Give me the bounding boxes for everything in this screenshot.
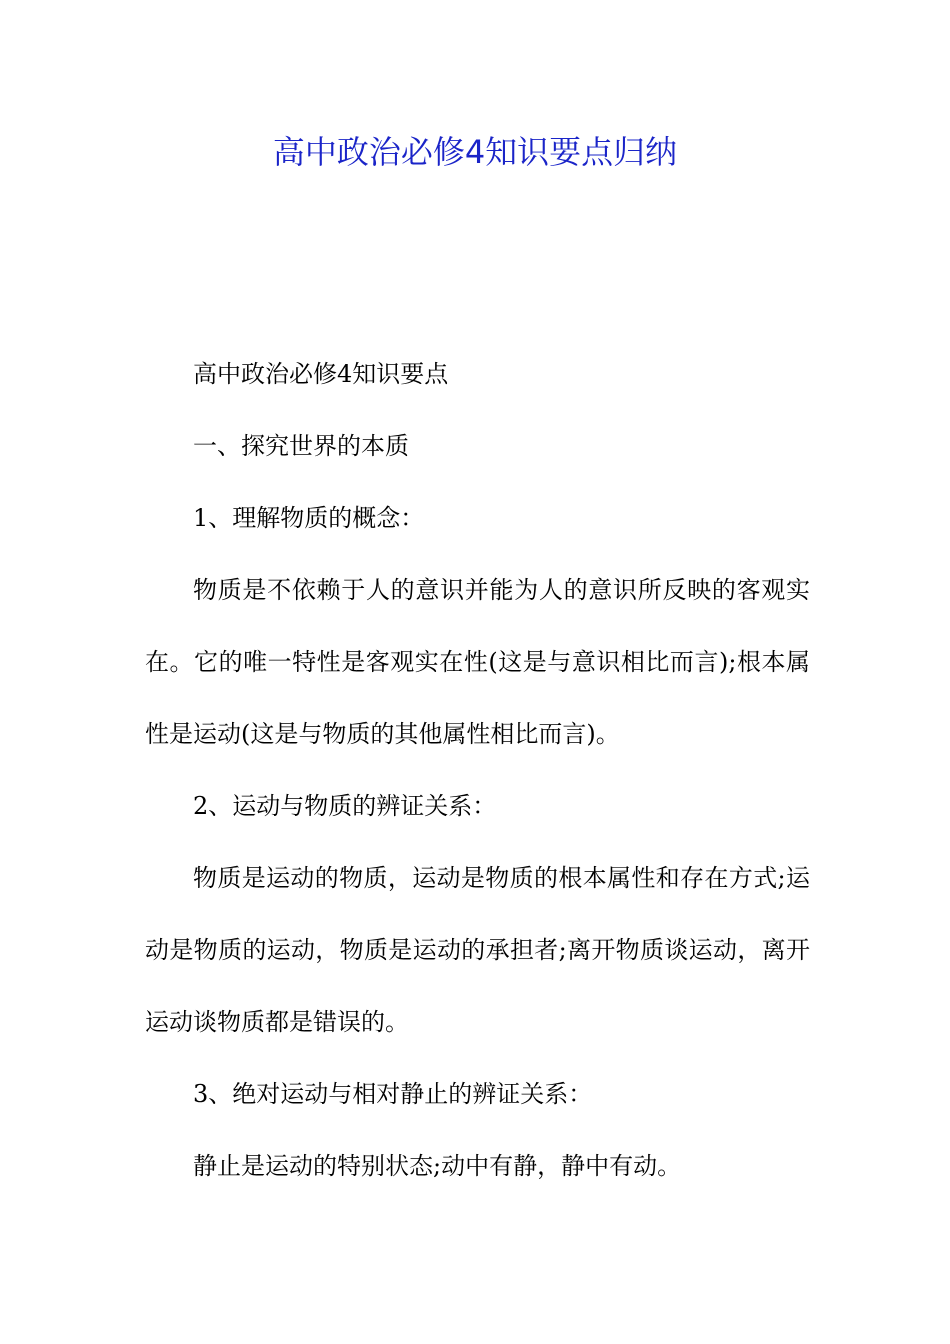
body-paragraph-3: 静止是运动的特别状态;动中有静，静中有动。 (193, 1152, 682, 1180)
section-heading: 一、探究世界的本质 (193, 432, 409, 460)
body-paragraph-1: 物质是不依赖于人的意识并能为人的意识所反映的客观实在。它的唯一特性是客观实在性(这是与意识相比而言);根本属性是运动(这是与物质的其他属性相比而言)。 (145, 576, 810, 748)
subtitle-paragraph: 高中政治必修4知识要点 (193, 360, 449, 388)
point-heading-2: 2、运动与物质的辨证关系： (193, 792, 497, 820)
point-heading-3: 3、绝对运动与相对静止的辨证关系： (193, 1080, 593, 1108)
document-title: 高中政治必修4知识要点归纳 (272, 133, 678, 171)
body-paragraph-2: 物质是运动的物质，运动是物质的根本属性和存在方式;运动是物质的运动，物质是运动的承担者;离开物质谈运动，离开运动谈物质都是错误的。 (145, 864, 810, 1036)
point-heading-1: 1、理解物质的概念： (193, 504, 425, 532)
document-body (145, 338, 810, 1202)
